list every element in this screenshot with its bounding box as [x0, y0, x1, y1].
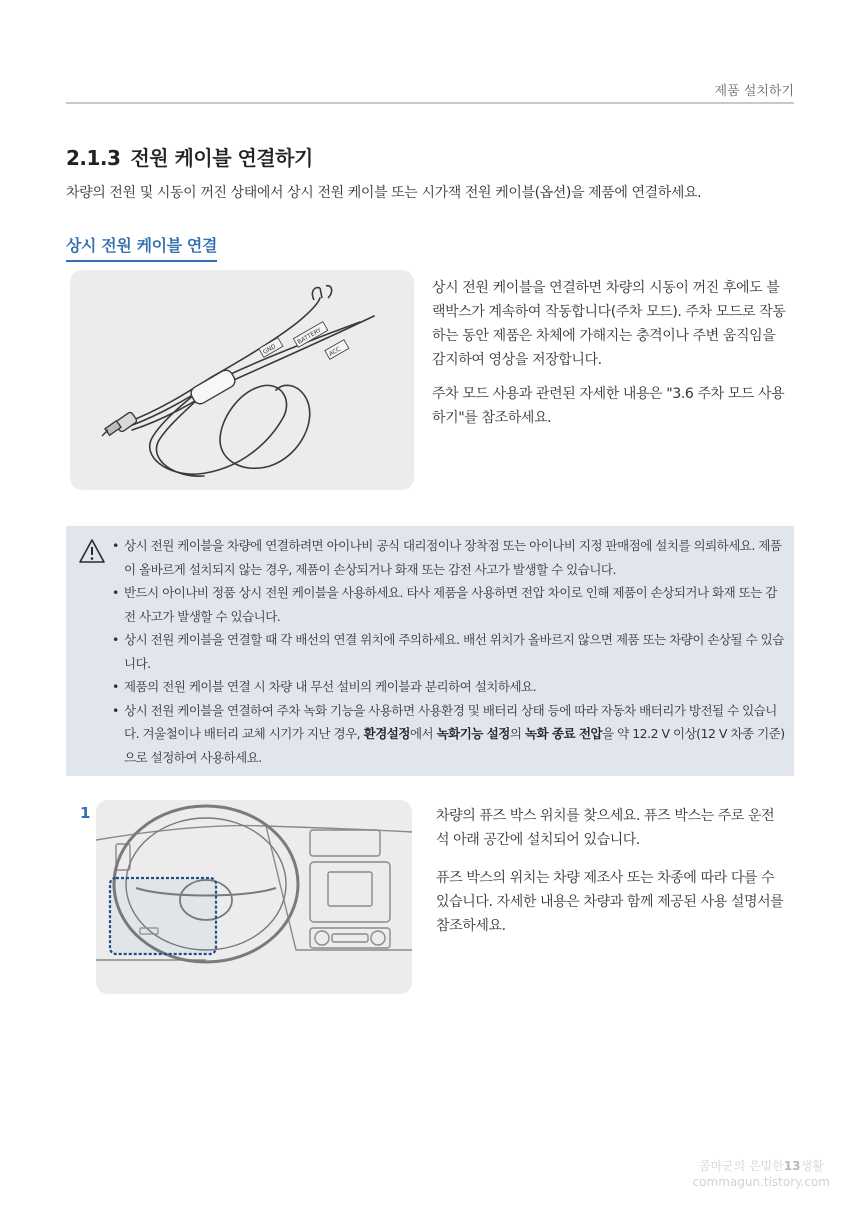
- settings-menu-name: 환경설정: [363, 726, 410, 741]
- section-title: [66, 142, 313, 171]
- section-title-text: 전원 케이블 연결하기: [130, 146, 313, 170]
- watermark-text: 생활: [800, 1159, 824, 1173]
- warning-text: 상시 전원 케이블을 연결하여 주차 녹화 기능을 사용하면 사용환경 및 배터리 상태 등에 따라 자동차 배터리가 방전될 수 있습니다. 겨울철이나 배터리 교체 시기가 지난 경우,: [124, 702, 777, 741]
- fuse-box-note-text: 퓨즈 박스의 위치는 차량 제조사 또는 차종에 따라 다를 수 있습니다. 자세한 내용은 차량과 함께 제공된 사용 설명서를 참조하세요.: [436, 870, 784, 934]
- warning-item: [112, 699, 788, 770]
- warning-item: • 반드시 아이나비 정품 상시 전원 케이블을 사용하세요. 타사 제품을 사용하면 전압 차이로 인해 제품이 손상되거나 화재 또는 감전 사고가 발생할 수 있습니다.: [112, 581, 788, 628]
- dc-plug: [102, 411, 138, 436]
- warning-item: • 상시 전원 케이블을 차량에 연결하려면 아이나비 공식 대리점이나 장착점 또는 아이나비 지정 판매점에 설치를 의뢰하세요. 제품이 올바르게 설치되지 않는 경우, 제품이 손상되거나 화재 또는 감전 사고가 발생할 수 있습니다.: [112, 534, 788, 581]
- dashboard-illustration: [96, 800, 412, 994]
- watermark-text: 콤마군의 은밀한: [698, 1159, 784, 1173]
- cable-tag-acc: ACC: [327, 345, 343, 358]
- footer-watermark: [693, 1158, 830, 1190]
- header-rule: [66, 102, 794, 104]
- warning-text: 에서: [409, 726, 437, 741]
- warning-item: • 제품의 전원 케이블 연결 시 차량 내 무선 설비의 케이블과 분리하여 설치하세요.: [112, 675, 788, 699]
- parking-mode-description: 상시 전원 케이블을 연결하면 차량의 시동이 꺼진 후에도 블랙박스가 계속하여 작동합니다(주차 모드). 주차 모드로 작동하는 동안 제품은 차체에 가해지는 충격이나 주변 움직임을 감지하여 영상을 저장합니다.: [432, 280, 786, 368]
- dashboard-drawing: [96, 800, 412, 994]
- warning-icon: [78, 538, 106, 564]
- header-label: 제품 설치하기: [714, 84, 794, 99]
- step-number: 1: [80, 804, 91, 822]
- cutoff-voltage-name: 녹화 종료 전압: [524, 726, 603, 741]
- intro-text: 차량의 전원 및 시동이 꺼진 상태에서 상시 전원 케이블 또는 시가잭 전원 케이블(옵션)을 제품에 연결하세요.: [66, 185, 702, 201]
- cable-tag-gnd: GND: [261, 342, 278, 356]
- section-number: 2.1.3: [66, 146, 121, 170]
- page-number: 13: [783, 1159, 801, 1173]
- parking-mode-reference: 주차 모드 사용과 관련된 자세한 내용은 "3.6 주차 모드 사용하기"를 참조하세요.: [432, 386, 785, 426]
- warning-item: • 상시 전원 케이블을 연결할 때 각 배선의 연결 위치에 주의하세요. 배선 위치가 올바르지 않으면 제품 또는 차량이 손상될 수 있습니다.: [112, 628, 788, 675]
- warning-list: [112, 534, 788, 769]
- recording-settings-name: 녹화기능 설정: [436, 726, 510, 741]
- warning-text: 의: [509, 726, 525, 741]
- fork-terminal: [312, 286, 331, 300]
- subsection-title: 상시 전원 케이블 연결: [66, 233, 217, 262]
- warning-text: 을 약 12.2 V 이상(12 V 차종 기준)으로 설정하여 사용하세요.: [124, 726, 785, 765]
- fuse-box-highlight: [110, 878, 216, 954]
- watermark-site: commagun.tistory.com: [692, 1175, 830, 1189]
- inline-fuse-holder: [189, 368, 238, 407]
- power-cable-drawing: [70, 270, 414, 490]
- cable-tag-battery: BATTERY: [296, 326, 323, 346]
- power-cable-illustration: [70, 270, 414, 490]
- fuse-box-location-text: 차량의 퓨즈 박스 위치를 찾으세요. 퓨즈 박스는 주로 운전석 아래 공간에 설치되어 있습니다.: [436, 808, 775, 848]
- warning-box: [66, 526, 794, 776]
